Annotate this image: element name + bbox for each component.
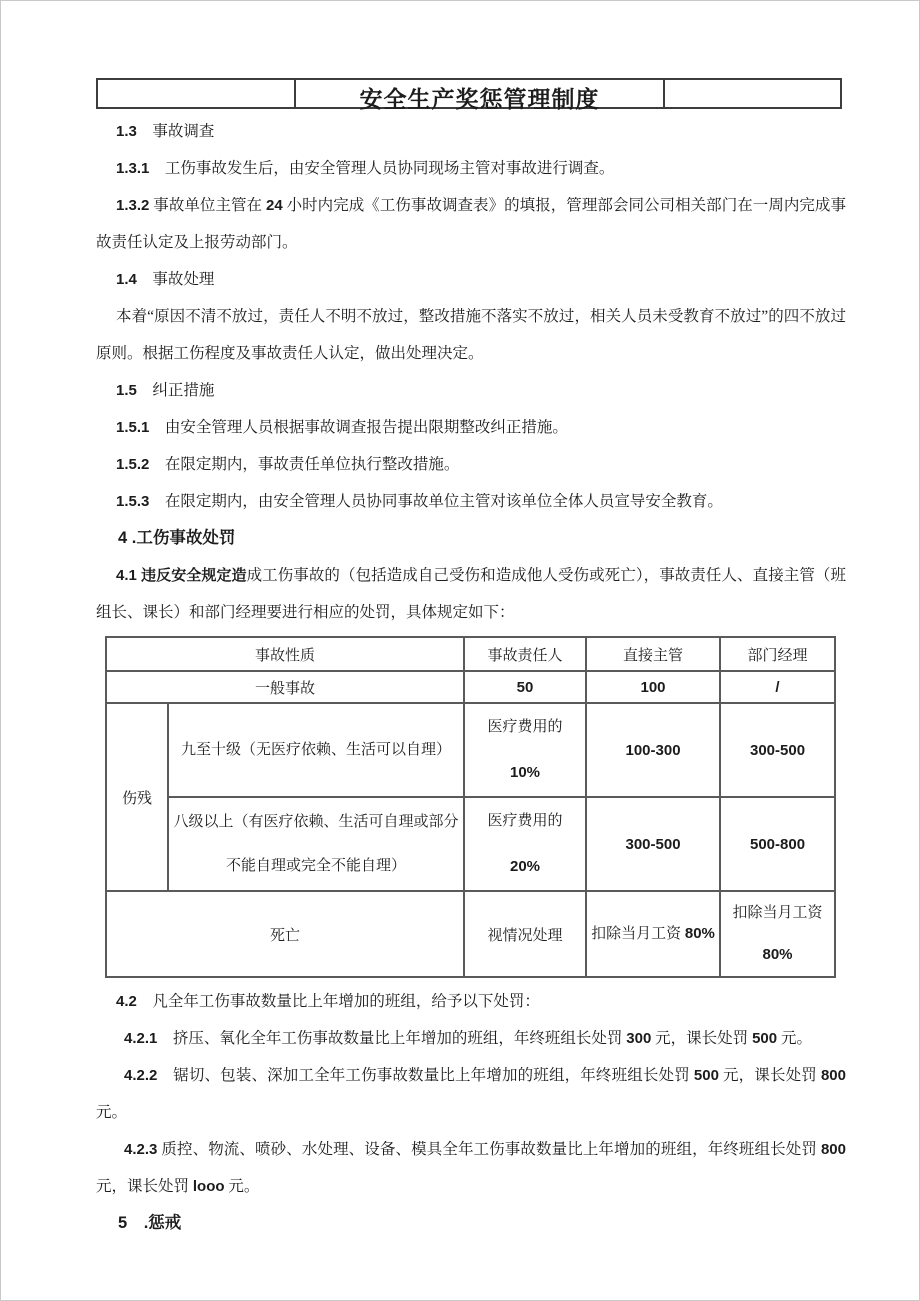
- para-1-5: [96, 372, 846, 409]
- fee-percent: 10%: [510, 764, 541, 781]
- para-1-3-1: [96, 150, 846, 187]
- para-4-2-3: [96, 1131, 846, 1205]
- table-row-death: [106, 891, 835, 977]
- cell-grade8-manager: 500-800: [720, 797, 835, 891]
- cell-general-responsible: 50: [464, 671, 586, 703]
- cell-death-manager: [720, 891, 835, 977]
- text-run: 纠正措施: [136, 382, 215, 399]
- col-header-manager: 部门经理: [720, 637, 835, 671]
- cell-grade9-desc: 九至十级（无医疗依赖、生活可以自理）: [168, 703, 464, 797]
- bold-text-run: 5: [118, 1214, 128, 1232]
- para-four-nots: [96, 298, 846, 372]
- cell-grade9-fee: [464, 703, 586, 797]
- bold-text-run: 300: [626, 1030, 652, 1047]
- section-accident-handling: [96, 113, 846, 631]
- bold-text-run: 4.2.1: [124, 1030, 158, 1047]
- cell-general-manager: /: [720, 671, 835, 703]
- text-run: 凡全年工伤事故数量比上年增加的班组，给予以下处罚：: [136, 993, 540, 1010]
- text-run: 元，课长处罚: [651, 1030, 753, 1047]
- table-row-grade9: [106, 703, 835, 797]
- header-title-cell: [296, 80, 665, 112]
- para-4-2: [96, 983, 846, 1020]
- cell-grade8-fee: [464, 797, 586, 891]
- cell-death-supervisor: [586, 891, 720, 977]
- table-header-row: [106, 637, 835, 671]
- cell-general-supervisor: 100: [586, 671, 720, 703]
- cell-grade9-manager: 300-500: [720, 703, 835, 797]
- bold-text-run: 1.5: [116, 382, 137, 399]
- para-4-1: [96, 557, 846, 631]
- para-1-5-1: [96, 409, 846, 446]
- header-left-cell: [98, 80, 296, 107]
- bold-text-run: .工伤事故处罚: [127, 529, 236, 547]
- text-run: 事故处理: [136, 271, 215, 288]
- para-1-5-3: [96, 483, 846, 520]
- para-4-2-2: [96, 1057, 846, 1131]
- para-1-5-2: [96, 446, 846, 483]
- bold-text-run: looo: [192, 1178, 225, 1195]
- para-4-2-1: [96, 1020, 846, 1057]
- document-title: 安全生产奖惩管理制度: [359, 86, 600, 112]
- fee-text: 医疗费用的: [487, 719, 563, 735]
- cell-grade9-supervisor: 100-300: [586, 703, 720, 797]
- document-body: [96, 113, 846, 1242]
- bold-text-run: 24: [265, 197, 283, 214]
- bold-text-run: 1.5.3: [116, 493, 150, 510]
- text-run: 工伤事故发生后，由安全管理人员协同现场主管对事故进行调查。: [149, 160, 615, 177]
- para-1-4: [96, 261, 846, 298]
- bold-text-run: 1.5.1: [116, 419, 150, 436]
- text-run: 元。: [96, 1104, 128, 1121]
- bold-text-run: 800: [820, 1067, 846, 1084]
- heading-5: [96, 1205, 846, 1242]
- deduction-text: 扣除当月工资: [591, 926, 685, 942]
- text-run: 成工伤事故的（包括造成自己受伤和造成他人受伤或死亡），事故责任人、直接主管（班组长、课长）和部门经理要进行相应的处罚，具体规定如下：: [96, 567, 846, 621]
- bold-text-run: 1.5.2: [116, 456, 150, 473]
- cell-death-responsible: 视情况处理: [464, 891, 586, 977]
- col-header-supervisor: 直接主管: [586, 637, 720, 671]
- header-right-cell: [665, 80, 840, 107]
- cell-grade8-supervisor: 300-500: [586, 797, 720, 891]
- text-run: 质控、物流、喷砂、水处理、设备、模具全年工伤事故数量比上年增加的班组，年终班组长处罚: [157, 1141, 821, 1158]
- text-run: 元。: [224, 1178, 260, 1195]
- fee-text: 医疗费用的: [487, 813, 563, 829]
- text-run: 小时内完成《工伤事故调查表》的填报，管理部会同公司相关部门在一周内完成事故责任认定及上报劳动部门。: [96, 197, 846, 251]
- bold-text-run: .惩戒: [127, 1214, 182, 1232]
- deduction-percent: 80%: [684, 925, 715, 942]
- bold-text-run: 4.2.2: [124, 1067, 158, 1084]
- deduction-text: 扣除当月工资: [732, 905, 823, 921]
- bold-text-run: 1.3.1: [116, 160, 150, 177]
- text-run: 本着“原因不清不放过，责任人不明不放过，整改措施不落实不放过，相关人员未受教育不放过”的四不放过原则。根据工伤程度及事故责任人认定，做出处理决定。: [96, 308, 846, 362]
- text-run: 元。: [777, 1030, 812, 1047]
- bold-text-run: 1.3: [116, 123, 137, 140]
- col-header-accident-nature: 事故性质: [106, 637, 464, 671]
- fee-percent: 20%: [510, 858, 541, 875]
- bold-text-run: 800: [820, 1141, 846, 1158]
- document-header-table: [96, 78, 842, 112]
- section-group-penalties: [96, 983, 846, 1242]
- cell-death-label: 死亡: [106, 891, 464, 977]
- text-run: 由安全管理人员根据事故调查报告提出限期整改纠正措施。: [149, 419, 568, 436]
- bold-text-run: 4.1 违反安全规定造: [116, 567, 247, 584]
- para-1-3-2: [96, 187, 846, 261]
- col-header-responsible: 事故责任人: [464, 637, 586, 671]
- heading-4: [96, 520, 846, 557]
- text-run: 元，课长处罚: [96, 1178, 193, 1195]
- table-row-grade8: [106, 797, 835, 891]
- table-row-general: [106, 671, 835, 703]
- bold-text-run: 4.2.3: [124, 1141, 158, 1158]
- text-run: 在限定期内，由安全管理人员协同事故单位主管对该单位全体人员宣导安全教育。: [149, 493, 723, 510]
- cell-disability-label: 伤残: [106, 703, 168, 891]
- text-run: 挤压、氧化全年工伤事故数量比上年增加的班组，年终班组长处罚: [157, 1030, 627, 1047]
- bold-text-run: 1.3.2: [116, 197, 150, 214]
- bold-text-run: 1.4: [116, 271, 137, 288]
- cell-grade8-desc: 八级以上（有医疗依赖、生活可自理或部分不能自理或完全不能自理）: [168, 797, 464, 891]
- text-run: 在限定期内，事故责任单位执行整改措施。: [149, 456, 460, 473]
- text-run: 事故单位主管在: [149, 197, 266, 214]
- bold-text-run: 500: [752, 1030, 778, 1047]
- penalty-table: [105, 636, 836, 978]
- bold-text-run: 4.2: [116, 993, 137, 1010]
- text-run: 事故调查: [136, 123, 215, 140]
- bold-text-run: 500: [693, 1067, 719, 1084]
- bold-text-run: 4: [118, 529, 128, 547]
- text-run: 元，课长处罚: [718, 1067, 821, 1084]
- deduction-percent: 80%: [762, 946, 793, 963]
- text-run: 锯切、包装、深加工全年工伤事故数量比上年增加的班组，年终班组长处罚: [157, 1067, 694, 1084]
- para-1-3: [96, 113, 846, 150]
- cell-general-label: 一般事故: [106, 671, 464, 703]
